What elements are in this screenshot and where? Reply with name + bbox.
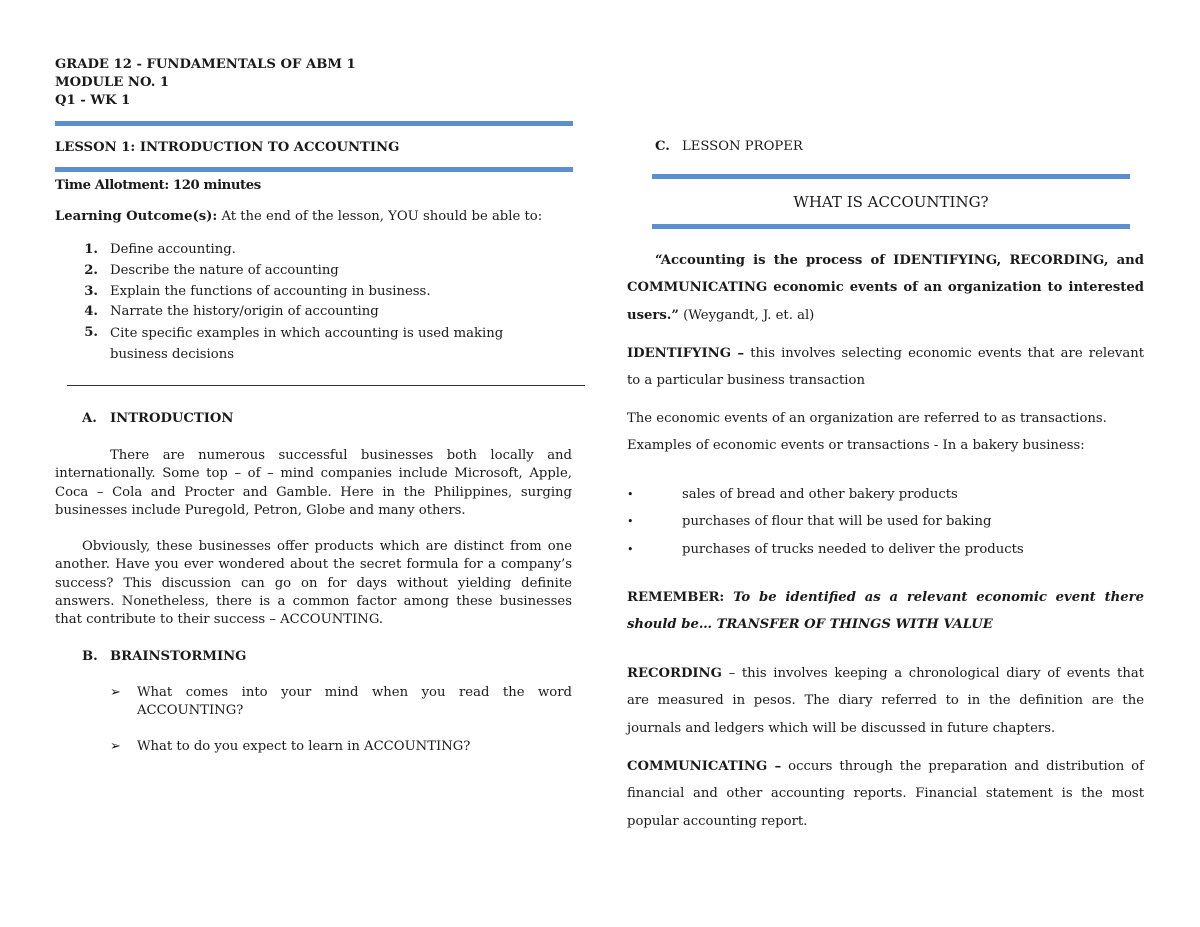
module-title: GRADE 12 - FUNDAMENTALS OF ABM 1 [55,57,356,72]
what-is-accounting-title: WHAT IS ACCOUNTING? [793,193,989,211]
bullet-icon: • [627,515,634,528]
identifying-term: IDENTIFYING – [627,346,745,361]
definition-citation: (Weygandt, J. et. al) [678,307,815,323]
bakery-example: sales of bread and other bakery products [682,487,958,502]
accent-bar-top [55,121,573,126]
outcome-number: 4. [84,304,98,319]
lesson-title: LESSON 1: INTRODUCTION TO ACCOUNTING [55,140,400,155]
recording-text: – this involves keeping a chronological diary of events that are measured in pesos. The diary referred to in the definition are the journals and ledgers which will be discussed in future chapters. [627,666,1144,736]
module-number: MODULE NO. 1 [55,75,170,90]
time-allotment [55,177,261,195]
outcome-number: 2. [84,263,98,278]
definition-quote: “Accounting is the process of IDENTIFYING, RECORDING, and COMMUNICATING economic events of an organization to interested users.” [627,253,1144,323]
lesson-proper-heading: LESSON PROPER [682,139,803,154]
brainstorm-question-2: What to do you expect to learn in ACCOUNTING? [137,739,471,754]
outcomes-label: Learning Outcome(s): [55,209,218,224]
recording-term: RECORDING [627,666,722,681]
economic-events-paragraph: The economic events of an organization are referred to as transactions. Examples of economic events or transactions - In a bakery business: [627,411,1107,454]
communicating-paragraph [627,753,1144,835]
bakery-example: purchases of trucks needed to deliver the products [682,542,1024,557]
intro-paragraph-1: There are numerous successful businesses both locally and internationally. Some top – of – mind companies include Microsoft, Apple, Coca – Cola and Procter and Gamble. Here in the Philippines, surging businesses include Puregold, Petron, Globe and many others. [55,448,572,518]
outcome-item: Narrate the history/origin of accounting [110,304,379,319]
accent-bar-lesson [55,167,573,172]
brainstorming-heading: BRAINSTORMING [110,649,247,664]
bullet-icon: • [627,488,634,501]
accent-bar-box-top [652,174,1130,179]
bullet-icon: • [627,543,634,556]
accounting-definition [627,247,1144,329]
bakery-example: purchases of flour that will be used for baking [682,514,992,529]
learning-outcomes [55,208,542,226]
accent-bar-box-bottom [652,224,1130,229]
section-letter-a: A. [82,411,97,426]
outcome-item: Cite specific examples in which accounting is used making business decisions [110,326,504,362]
outcome-item: Describe the nature of accounting [110,263,339,278]
brainstorm-question-1: What comes into your mind when you read the word ACCOUNTING? [137,685,572,719]
section-divider [67,385,585,386]
arrow-bullet-icon: ➢ [110,685,121,700]
outcome-number: 5. [84,325,98,340]
communicating-term: COMMUNICATING – [627,759,782,774]
communicating-text: occurs through the preparation and distribution of financial and other accounting reports. Financial statement is the most popular accounting report. [627,759,1144,829]
intro-paragraph-2: Obviously, these businesses offer products which are distinct from one another. Have you ever wondered about the secret formula for a company’s success? This discussion can go on for days without yielding definite answers. Nonetheless, there is a common factor among these businesses that contribute to their success – ACCOUNTING. [55,539,572,628]
remember-label: REMEMBER: [627,590,725,605]
outcome-number: 1. [84,242,98,257]
outcome-item: Explain the functions of accounting in business. [110,284,431,299]
time-allotment-label: Time Allotment: [55,178,169,193]
introduction-heading: INTRODUCTION [110,411,234,426]
arrow-bullet-icon: ➢ [110,739,121,754]
outcome-number: 3. [84,284,98,299]
identifying-text: this involves selecting economic events that are relevant to a particular business transaction [627,346,1145,389]
identifying-paragraph [627,340,1144,395]
section-letter-b: B. [82,649,98,664]
remember-text: To be identified as a relevant economic event there should be… TRANSFER OF THINGS WITH VALUE [627,590,1144,633]
outcomes-intro: At the end of the lesson, YOU should be able to: [217,209,543,224]
outcome-item: Define accounting. [110,242,236,257]
remember-note [627,584,1144,639]
time-allotment-value: 120 minutes [173,178,261,193]
section-letter-c: C. [655,139,670,154]
quarter-week: Q1 - WK 1 [55,93,131,108]
recording-paragraph [627,660,1144,742]
